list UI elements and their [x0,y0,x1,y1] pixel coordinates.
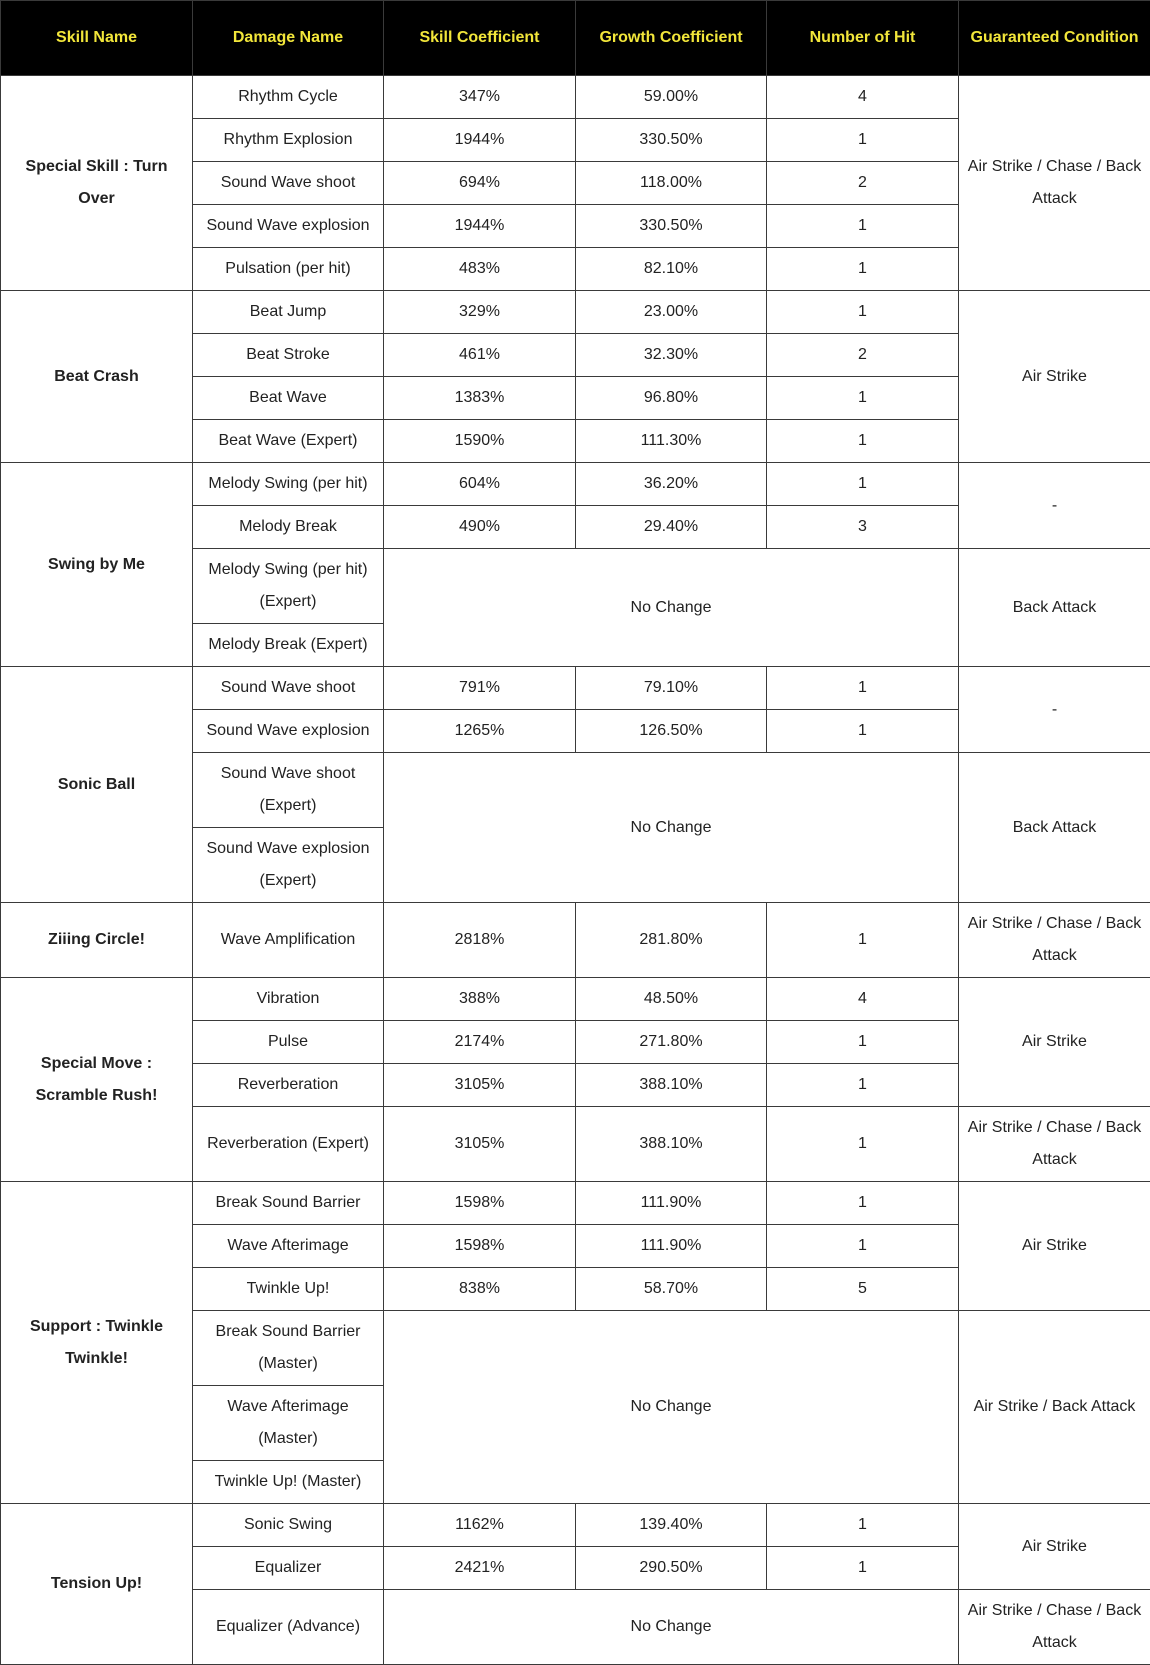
skill-coefficient-cell: 329% [384,291,576,334]
number-of-hit-cell: 1 [767,1107,959,1182]
guaranteed-condition-cell: Back Attack [959,549,1150,667]
no-change-cell: No Change [384,1590,959,1665]
growth-coefficient-cell: 271.80% [576,1021,767,1064]
skill-name-cell: Support : Twinkle Twinkle! [1,1182,193,1504]
skill-coefficient-cell: 490% [384,506,576,549]
damage-name-cell: Melody Swing (per hit) [193,463,384,506]
damage-name-cell: Wave Afterimage [193,1225,384,1268]
skill-coefficient-cell: 604% [384,463,576,506]
skill-coefficient-cell: 3105% [384,1064,576,1107]
skill-name-cell: Ziiing Circle! [1,903,193,978]
skill-coefficient-cell: 1944% [384,205,576,248]
number-of-hit-cell: 3 [767,506,959,549]
skill-coefficient-cell: 1265% [384,710,576,753]
growth-coefficient-cell: 111.90% [576,1182,767,1225]
header-skill-coefficient: Skill Coefficient [384,1,576,76]
damage-name-cell: Sonic Swing [193,1504,384,1547]
header-guaranteed-condition: Guaranteed Condition [959,1,1150,76]
damage-name-cell: Sound Wave shoot [193,162,384,205]
number-of-hit-cell: 4 [767,978,959,1021]
header-skill-name: Skill Name [1,1,193,76]
damage-name-cell: Reverberation (Expert) [193,1107,384,1182]
number-of-hit-cell: 1 [767,1182,959,1225]
growth-coefficient-cell: 36.20% [576,463,767,506]
damage-name-cell: Sound Wave explosion [193,710,384,753]
guaranteed-condition-cell: Air Strike [959,1182,1150,1311]
damage-name-cell: Beat Wave [193,377,384,420]
skill-coefficient-cell: 2421% [384,1547,576,1590]
skill-coefficient-cell: 694% [384,162,576,205]
number-of-hit-cell: 1 [767,1225,959,1268]
number-of-hit-cell: 2 [767,162,959,205]
growth-coefficient-cell: 111.90% [576,1225,767,1268]
number-of-hit-cell: 4 [767,76,959,119]
no-change-cell: No Change [384,549,959,667]
growth-coefficient-cell: 23.00% [576,291,767,334]
header-growth-coefficient: Growth Coefficient [576,1,767,76]
damage-name-cell: Sound Wave shoot (Expert) [193,753,384,828]
damage-name-cell: Melody Break (Expert) [193,624,384,667]
skill-coefficient-cell: 388% [384,978,576,1021]
guaranteed-condition-cell: Back Attack [959,753,1150,903]
damage-name-cell: Wave Afterimage (Master) [193,1386,384,1461]
guaranteed-condition-cell: Air Strike / Back Attack [959,1311,1150,1504]
growth-coefficient-cell: 330.50% [576,205,767,248]
growth-coefficient-cell: 126.50% [576,710,767,753]
guaranteed-condition-cell: Air Strike / Chase / Back Attack [959,903,1150,978]
skill-coefficient-cell: 1383% [384,377,576,420]
table-row [1,667,1150,710]
damage-name-cell: Sound Wave explosion (Expert) [193,828,384,903]
number-of-hit-cell: 1 [767,377,959,420]
skill-coefficient-cell: 483% [384,248,576,291]
damage-name-cell: Equalizer [193,1547,384,1590]
guaranteed-condition-cell: Air Strike / Chase / Back Attack [959,1107,1150,1182]
skill-name-cell: Beat Crash [1,291,193,463]
number-of-hit-cell: 1 [767,463,959,506]
table-row [1,76,1150,119]
growth-coefficient-cell: 290.50% [576,1547,767,1590]
growth-coefficient-cell: 139.40% [576,1504,767,1547]
number-of-hit-cell: 1 [767,291,959,334]
number-of-hit-cell: 1 [767,710,959,753]
skill-name-cell: Sonic Ball [1,667,193,903]
damage-name-cell: Pulsation (per hit) [193,248,384,291]
growth-coefficient-cell: 32.30% [576,334,767,377]
number-of-hit-cell: 1 [767,903,959,978]
skill-name-cell: Swing by Me [1,463,193,667]
header-number-of-hit: Number of Hit [767,1,959,76]
number-of-hit-cell: 1 [767,119,959,162]
growth-coefficient-cell: 111.30% [576,420,767,463]
damage-name-cell: Beat Jump [193,291,384,334]
growth-coefficient-cell: 79.10% [576,667,767,710]
skill-coefficient-cell: 1598% [384,1182,576,1225]
growth-coefficient-cell: 58.70% [576,1268,767,1311]
growth-coefficient-cell: 96.80% [576,377,767,420]
skill-coefficient-cell: 461% [384,334,576,377]
no-change-cell: No Change [384,753,959,903]
damage-name-cell: Melody Break [193,506,384,549]
table-row [1,978,1150,1021]
guaranteed-condition-cell: Air Strike [959,978,1150,1107]
table-row [1,291,1150,334]
damage-name-cell: Sound Wave shoot [193,667,384,710]
damage-name-cell: Break Sound Barrier [193,1182,384,1225]
damage-name-cell: Break Sound Barrier (Master) [193,1311,384,1386]
number-of-hit-cell: 1 [767,248,959,291]
damage-name-cell: Twinkle Up! [193,1268,384,1311]
number-of-hit-cell: 1 [767,420,959,463]
growth-coefficient-cell: 48.50% [576,978,767,1021]
growth-coefficient-cell: 59.00% [576,76,767,119]
number-of-hit-cell: 1 [767,1021,959,1064]
growth-coefficient-cell: 118.00% [576,162,767,205]
damage-name-cell: Wave Amplification [193,903,384,978]
table-row [1,1182,1150,1225]
damage-name-cell: Rhythm Cycle [193,76,384,119]
skill-coefficient-cell: 1590% [384,420,576,463]
table-row [1,1504,1150,1547]
damage-name-cell: Vibration [193,978,384,1021]
skill-name-cell: Special Move : Scramble Rush! [1,978,193,1182]
damage-name-cell: Reverberation [193,1064,384,1107]
number-of-hit-cell: 1 [767,205,959,248]
no-change-cell: No Change [384,1311,959,1504]
number-of-hit-cell: 1 [767,1547,959,1590]
guaranteed-condition-cell: - [959,667,1150,753]
skill-coefficient-cell: 838% [384,1268,576,1311]
guaranteed-condition-cell: Air Strike / Chase / Back Attack [959,1590,1150,1665]
skill-coefficient-cell: 1162% [384,1504,576,1547]
damage-name-cell: Equalizer (Advance) [193,1590,384,1665]
number-of-hit-cell: 2 [767,334,959,377]
damage-name-cell: Sound Wave explosion [193,205,384,248]
number-of-hit-cell: 1 [767,1064,959,1107]
damage-name-cell: Rhythm Explosion [193,119,384,162]
guaranteed-condition-cell: Air Strike [959,1504,1150,1590]
growth-coefficient-cell: 281.80% [576,903,767,978]
damage-name-cell: Beat Wave (Expert) [193,420,384,463]
skill-coefficient-cell: 2818% [384,903,576,978]
guaranteed-condition-cell: Air Strike / Chase / Back Attack [959,76,1150,291]
skill-coefficient-cell: 347% [384,76,576,119]
guaranteed-condition-cell: Air Strike [959,291,1150,463]
number-of-hit-cell: 1 [767,667,959,710]
skill-coefficient-cell: 791% [384,667,576,710]
growth-coefficient-cell: 388.10% [576,1064,767,1107]
skill-coefficient-cell: 3105% [384,1107,576,1182]
damage-name-cell: Twinkle Up! (Master) [193,1461,384,1504]
damage-name-cell: Pulse [193,1021,384,1064]
header-damage-name: Damage Name [193,1,384,76]
number-of-hit-cell: 1 [767,1504,959,1547]
damage-name-cell: Melody Swing (per hit) (Expert) [193,549,384,624]
skill-name-cell: Special Skill : Turn Over [1,76,193,291]
number-of-hit-cell: 5 [767,1268,959,1311]
growth-coefficient-cell: 82.10% [576,248,767,291]
growth-coefficient-cell: 29.40% [576,506,767,549]
table-row [1,903,1150,978]
growth-coefficient-cell: 388.10% [576,1107,767,1182]
skill-coefficient-cell: 2174% [384,1021,576,1064]
table-row [1,463,1150,506]
guaranteed-condition-cell: - [959,463,1150,549]
skill-name-cell: Tension Up! [1,1504,193,1665]
growth-coefficient-cell: 330.50% [576,119,767,162]
skill-coefficient-cell: 1598% [384,1225,576,1268]
damage-name-cell: Beat Stroke [193,334,384,377]
header-row [1,1,1150,76]
skill-coefficient-cell: 1944% [384,119,576,162]
